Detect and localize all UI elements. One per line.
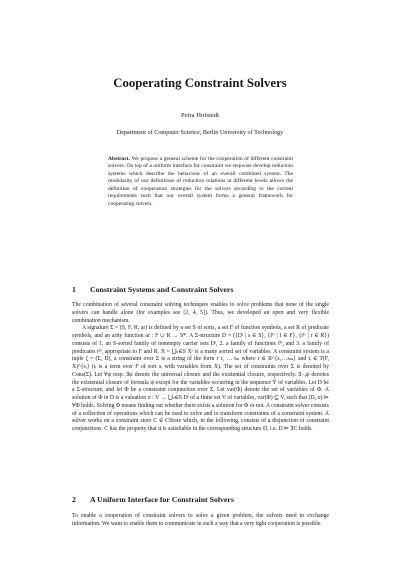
abstract bbox=[108, 156, 293, 208]
section-2-heading bbox=[72, 495, 332, 504]
paper-title: Cooperating Constraint Solvers bbox=[113, 76, 287, 90]
paper-author: Petra Hofstedt bbox=[181, 112, 219, 119]
section-1-title: Constraint Systems and Constraint Solvers bbox=[90, 285, 234, 294]
section-1-body bbox=[72, 302, 329, 434]
section-1-paragraph-2: A signature Σ = (S, F, R; ar) is defined by a set S of sorts, a set F of function symbols, a set R of predicate symbols, and an arity function ar : F ∪ R → S*. A Σ-structure D = ({Dˢ | s ∈ S}, {fᴰ | f ∈ F}, {rᴰ | r ∈ R}) consists of 1. an S-sorted family of nonempty carrier sets Dˢ, 2. a family of functions fᴰ, and 3. a family of predicates rᴰ, appropriate to F and R. X = ⋃ₛ∈S Xˢ is a many sorted set of variables. A constraint system is a tuple ζ = (Σ, D), a constraint over Σ is a string of the form r t₁ … tₘ where r ∈ R^{s₁…sₘ} and tᵢ ∈ T(F, X)^{sᵢ} (tᵢ is a term over F of sort sᵢ with variables from X). The set of constraints over Σ is denoted by Cons(Σ). Let ∀ψ resp. ∃ψ denote the universal closure and the existential closure, respectively. ∃₋ᵧψ denotes the existential closure of formula ψ except for the variables occurring in the sequence Ỹ of variables. Let D be a Σ-structure, and let Φ be a constraint conjunction over Σ. Let var(Φ) denote the set of variables of Φ. A solution of Φ in D is a valuation σ : V → ⋃ₛ∈S Dˢ of a finite set V of variables, var(Φ) ⊆ V, such that (D, σ) ⊨ ∀Φ holds. Solving Φ means finding out whether there exists a solution for Φ or not. A constraint solver consists of a collection of operations which can be used to solve and to transform constraints of a constraint system. A solver works on a constraint store C ∈ CStore which, in the following, consists of a disjunction of constraint conjunctions. C has the property that it is satisfiable in the corresponding structure D, i.e. D ⊨ ∃C holds. bbox=[72, 325, 329, 432]
abstract-label: Abstract. bbox=[108, 156, 131, 162]
abstract-text: We propose a general scheme for the cooperation of different constraint solvers. On top of a uniform interface for constraint we stepwise develop reduction systems which describe the behaviour of an overall combined system. The modularity of our definitions of reduction relations at different levels allows the definition of cooperation strategies for the solvers according to the current requirements such that our overall system forms a general framework for cooperating solvers. bbox=[108, 156, 293, 207]
section-2-number: 2 bbox=[72, 495, 76, 504]
section-1-heading bbox=[72, 285, 332, 294]
section-2-paragraph-1: To enable a cooperation of constraint solvers to solve a given problem, the solvers need to exchange information. We want to enable them to communicate in such a way that a very tight cooperation is possible. bbox=[72, 513, 329, 527]
section-1-number: 1 bbox=[72, 285, 76, 294]
section-2-body bbox=[72, 513, 329, 529]
paper-affiliation: Department of Computer Science, Berlin University of Technology bbox=[116, 129, 284, 136]
section-1-paragraph-1: The combination of several constraint solving techniques enables to solve problems that none of the single solvers can handle alone (for examples see [2, 4, 5]). Thus, we developed an open and very flexible combination mechanism. bbox=[72, 302, 329, 324]
section-2-title: A Uniform Interface for Constraint Solvers bbox=[90, 495, 234, 504]
